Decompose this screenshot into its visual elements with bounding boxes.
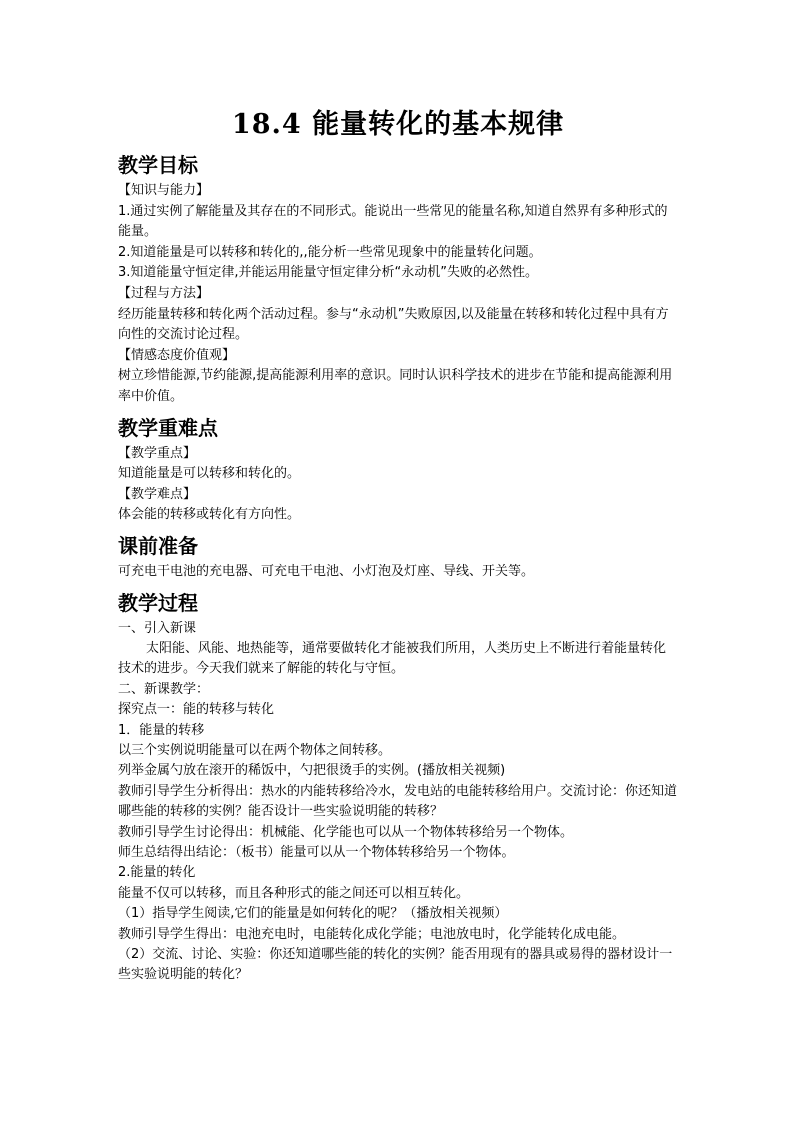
paragraph: 探究点一：能的转移与转化 xyxy=(118,702,275,718)
paragraph: 1．能量的转移 xyxy=(118,722,205,738)
paragraph: 2.知道能量是可以转移和转化的,,能分析一些常见现象中的能量转化问题。 xyxy=(118,244,542,260)
paragraph: 2.能量的转化 xyxy=(118,865,196,881)
paragraph: 知道能量是可以转移和转化的。 xyxy=(118,466,301,482)
paragraph: 以三个实例说明能量可以在两个物体之间转移。 xyxy=(118,742,392,758)
section-process xyxy=(118,587,678,986)
section-key-points xyxy=(118,412,678,526)
section-objectives xyxy=(118,149,678,408)
subheading-key-point: 【教学重点】 xyxy=(118,445,197,461)
paragraph: 二、新课教学： xyxy=(118,681,210,697)
paragraph: 体会能的转移或转化有方向性。 xyxy=(118,507,301,523)
paragraph: 能量不仅可以转移，而且各种形式的能之间还可以相互转化。 xyxy=(118,885,470,901)
paragraph: 太阳能、风能、地热能等，通常要做转化才能被我们所用，人类历史上不断进行着能量转化技术的进步。今天我们就来了解能的转化与守恒。 xyxy=(118,640,667,677)
paragraph: 列举金属勺放在滚开的稀饭中，勺把很烫手的实例。(播放相关视频) xyxy=(118,763,506,779)
subheading-attitude-values: 【情感态度价值观】 xyxy=(118,347,236,363)
section-heading-preparation: 课前准备 xyxy=(118,533,198,558)
paragraph: 教师引导学生得出：电池充电时，电能转化成化学能；电池放电时，化学能转化成电能。 xyxy=(118,926,626,942)
paragraph: （2）交流、讨论、实验：你还知道哪些能的转化的实例？能否用现有的器具或易得的器材设计一些实验说明能的转化？ xyxy=(118,947,673,983)
section-heading-objectives: 教学目标 xyxy=(118,153,198,177)
paragraph: 一、引入新课 xyxy=(118,620,197,636)
subheading-knowledge: 【知识与能力】 xyxy=(118,183,210,198)
page-title: 18.4 能量转化的基本规律 xyxy=(231,109,565,140)
paragraph: 3.知道能量守恒定律,并能运用能量守恒定律分析“永动机”失败的必然性。 xyxy=(118,265,539,281)
section-heading-process: 教学过程 xyxy=(118,590,198,615)
section-heading-key-points: 教学重难点 xyxy=(118,415,218,440)
paragraph: 树立珍惜能源,节约能源,提高能源利用率的意识。同时认识科学技术的进步在节能和提高能源利用率中价值。 xyxy=(118,368,673,404)
paragraph: （1）指导学生阅读,它们的能量是如何转化的呢？（播放相关视频） xyxy=(118,906,508,922)
paragraph: 1.通过实例了解能量及其存在的不同形式。能说出一些常见的能量名称,知道自然界有多种形式的能量。 xyxy=(118,203,668,240)
paragraph: 师生总结得出结论：（板书）能量可以从一个物体转移给另一个物体。 xyxy=(118,844,515,860)
subheading-process-method: 【过程与方法】 xyxy=(118,285,210,301)
paragraph: 可充电干电池的充电器、可充电干电池、小灯泡及灯座、导线、开关等。 xyxy=(118,563,535,579)
section-preparation xyxy=(118,530,678,583)
paragraph: 经历能量转移和转化两个活动过程。参与“永动机”失败原因,以及能量在转移和转化过程中具有方向性的交流讨论过程。 xyxy=(118,306,669,343)
document-page xyxy=(118,92,678,986)
paragraph: 教师引导学生讨论得出：机械能、化学能也可以从一个物体转移给另一个物体。 xyxy=(118,824,574,840)
subheading-difficult-point: 【教学难点】 xyxy=(118,486,197,502)
paragraph: 教师引导学生分析得出：热水的内能转移给冷水，发电站的电能转移给用户。交流讨论：你还知道哪些能的转移的实例？能否设计一些实验说明能的转移？ xyxy=(118,783,678,820)
